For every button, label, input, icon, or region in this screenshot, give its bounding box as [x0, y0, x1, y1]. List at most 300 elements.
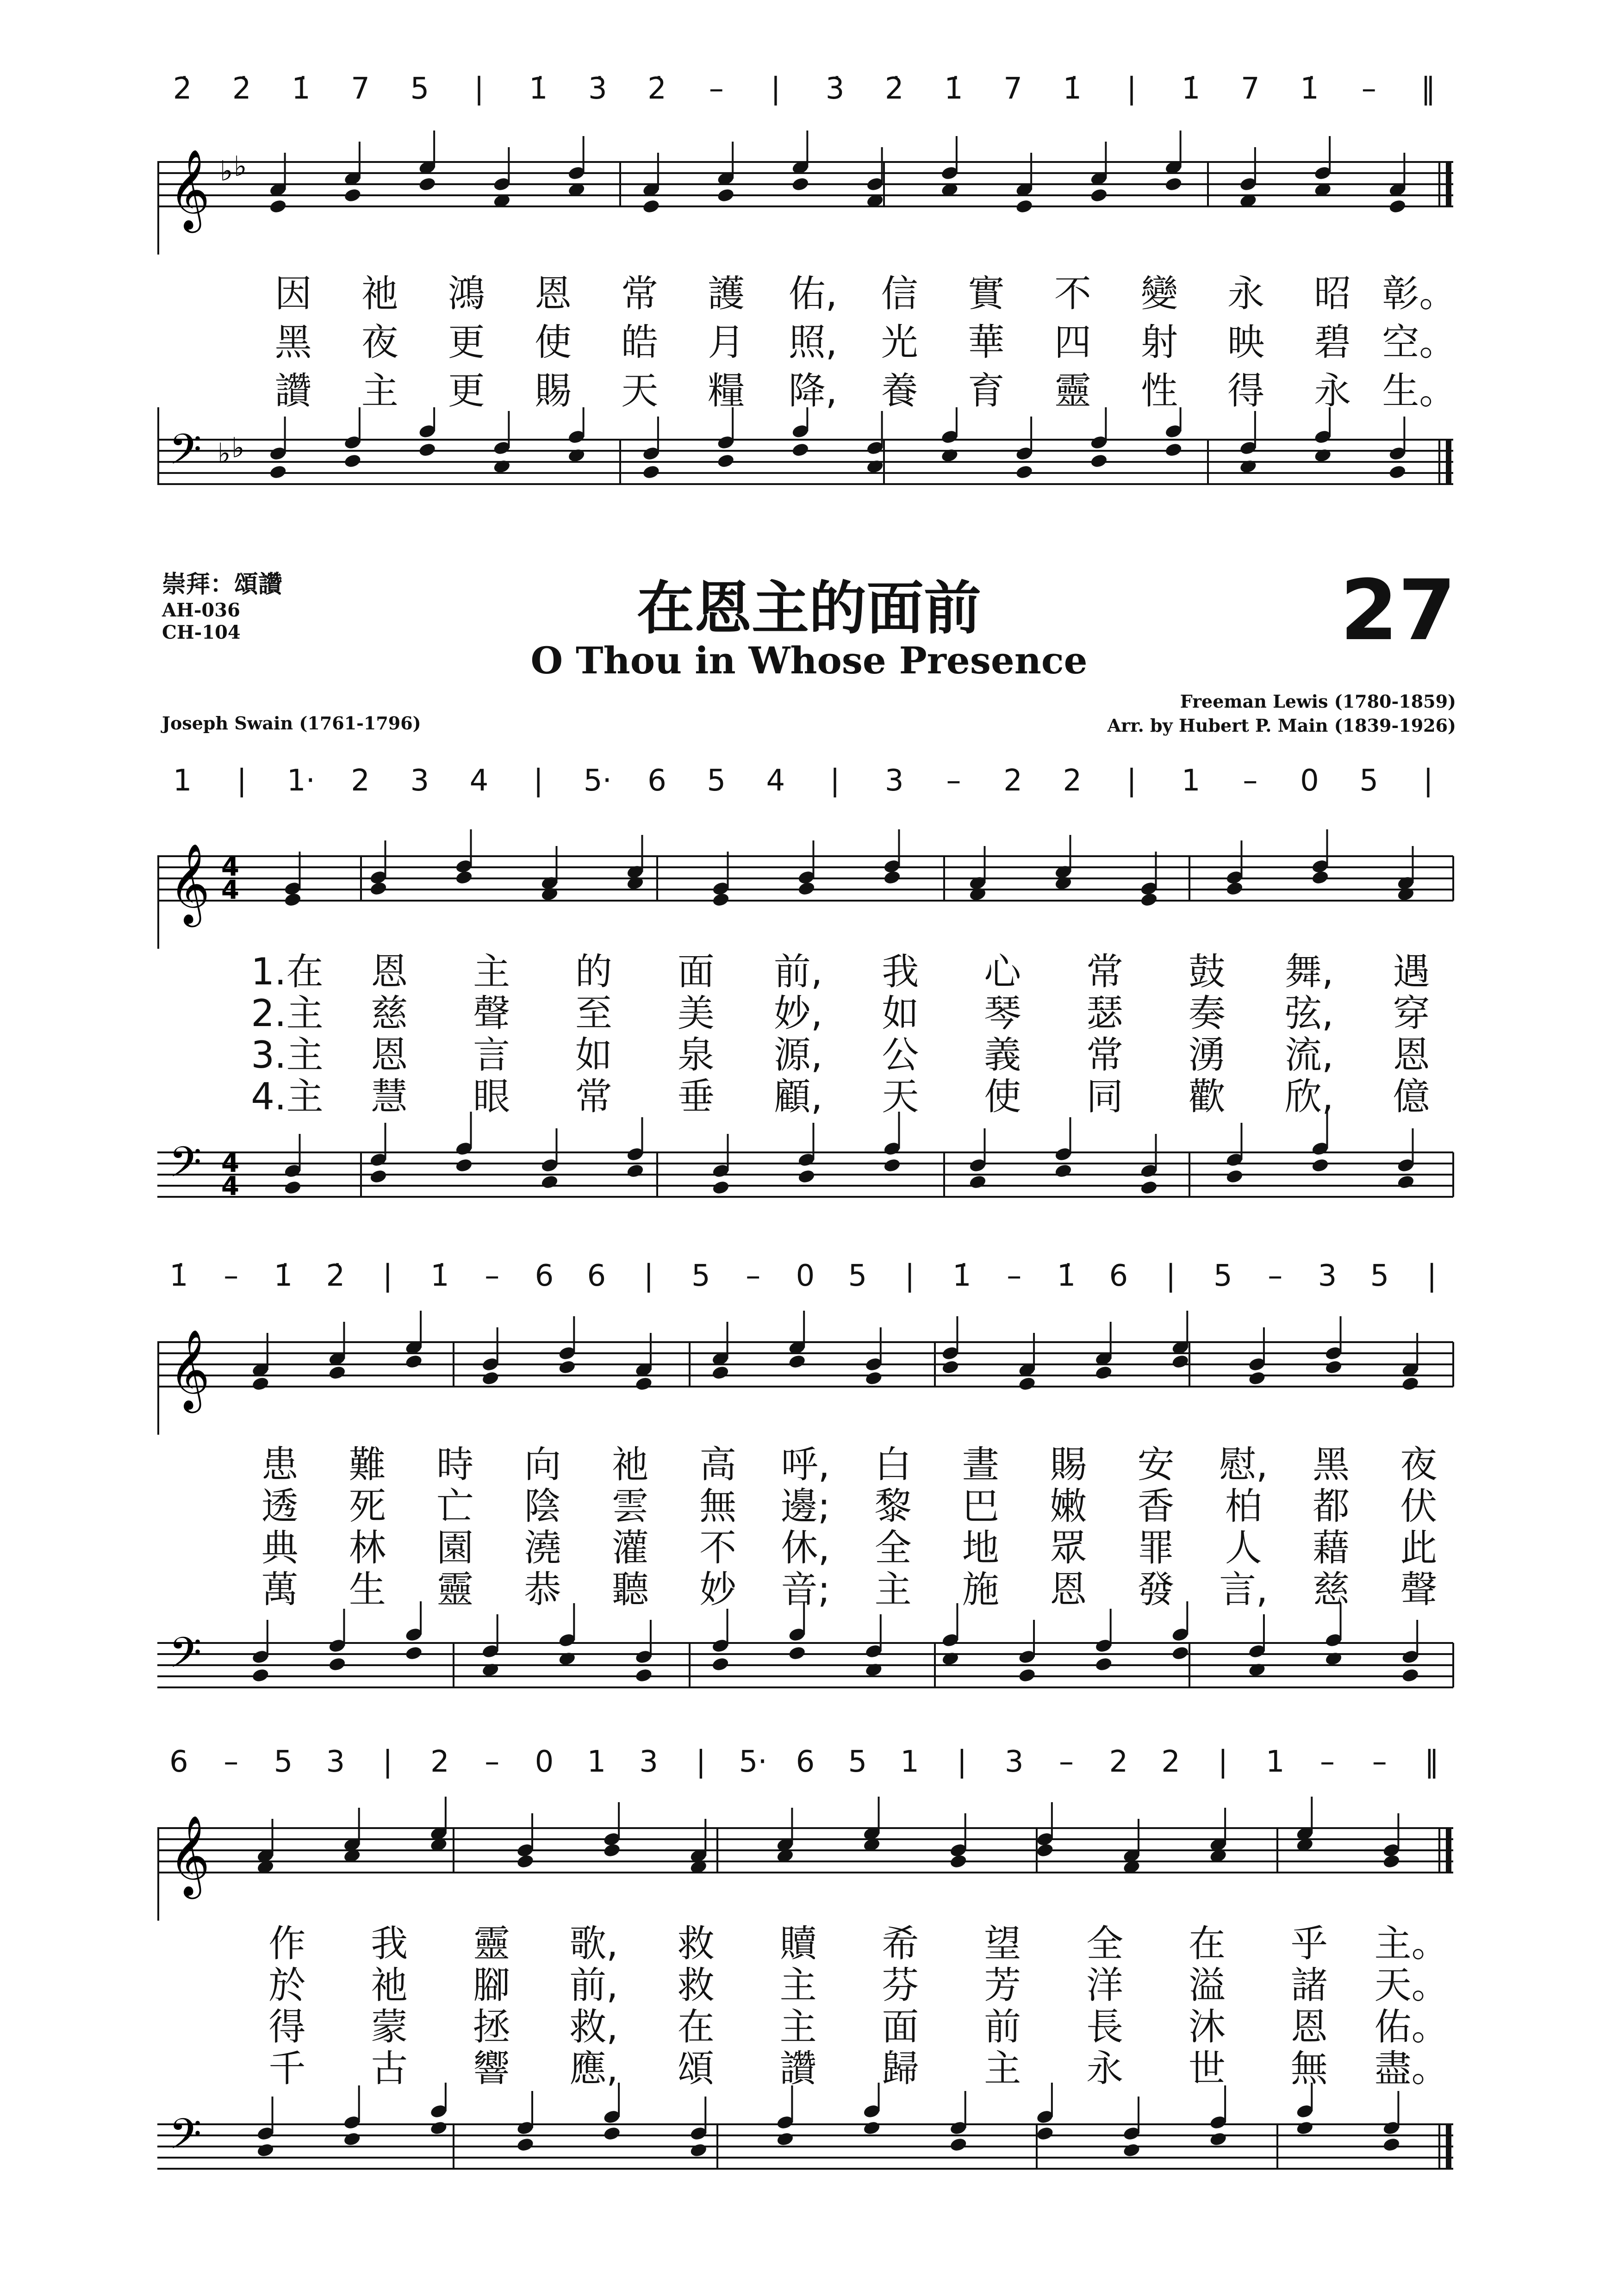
treble-staff-2 [157, 1296, 1462, 1435]
lyric-syllable: 映 [1227, 321, 1265, 364]
lyric-syllable: 此 [1400, 1526, 1438, 1569]
lyric-syllable: 讚 [779, 2047, 817, 2090]
lyric-syllable: 聽 [611, 1568, 649, 1611]
lyric-syllable: 昭 [1314, 272, 1351, 315]
lyric-syllable: 前, [569, 1964, 618, 2007]
notehead [1171, 1645, 1189, 1661]
jianpu-number: 0 [1300, 764, 1319, 798]
notehead [1089, 187, 1108, 203]
lyric-syllable: 主 [361, 369, 398, 412]
lyric-syllable: 呼, [781, 1443, 830, 1486]
notehead [404, 1354, 423, 1369]
notehead [1139, 892, 1158, 908]
system-1 [0, 750, 1618, 1259]
lyric-syllable: 音; [780, 1568, 830, 1611]
lyric-syllable: 常 [1086, 950, 1124, 993]
notehead [328, 1365, 346, 1381]
jianpu-number: – [1059, 1745, 1074, 1779]
lyric-syllable: 諸 [1290, 1964, 1328, 2007]
lyric-syllable: 蒙 [371, 2005, 408, 2048]
notehead [251, 1668, 270, 1683]
jianpu-number: 7 [1003, 72, 1022, 106]
lyric-syllable: 華 [967, 321, 1005, 364]
jianpu-number: 2̇ [232, 72, 251, 106]
notehead [256, 2142, 274, 2158]
notehead [883, 1157, 901, 1173]
lyric-syllable: 降, [788, 369, 838, 412]
lyric-syllable: 主 [984, 2047, 1021, 2090]
lyric-syllable: 時 [436, 1443, 474, 1486]
lyric-syllable: 祂 [371, 1964, 408, 2007]
lyric-syllable: 永 [1314, 369, 1351, 412]
prev-lyric-line-2 [157, 312, 1462, 364]
notehead [369, 1169, 387, 1184]
jianpu-number: 2̇ [173, 72, 192, 106]
lyric-syllable: 護 [708, 272, 745, 315]
jianpu-number: 3 [1318, 1259, 1337, 1293]
lyric-syllable: 心 [984, 950, 1021, 993]
lyric-syllable: 乎 [1290, 1922, 1328, 1965]
notehead [1295, 2120, 1314, 2136]
notehead [343, 187, 362, 203]
jianpu-number: 7 [1241, 72, 1260, 106]
lyric-syllable: 雲 [611, 1485, 649, 1528]
lyric-syllable: 奏 [1188, 992, 1226, 1035]
lyric-syllable: 碧 [1314, 321, 1351, 364]
lyric-syllable: 4.主 [251, 1075, 324, 1118]
lyric-syllable: 糧 [708, 369, 745, 412]
lyric-syllable: 常 [575, 1075, 612, 1118]
system-2 [0, 1250, 1618, 1749]
lyric-syllable: 信 [881, 272, 918, 315]
jianpu-number: 3̇ [588, 72, 607, 106]
jianpu-number: | [382, 1745, 393, 1779]
svg-text:♭: ♭ [218, 437, 231, 470]
notehead [642, 199, 660, 214]
jianpu-number: 2 [1161, 1745, 1180, 1779]
lyric-syllable: 全 [1086, 1922, 1124, 1965]
arranger-credit: Arr. by Hubert P. Main (1839-1926) [1107, 715, 1456, 736]
jianpu-number: 5 [691, 1259, 710, 1293]
lyric-syllable: 安 [1137, 1443, 1175, 1486]
jianpu-number: 1̇ [1181, 72, 1201, 106]
lyric-line-3-1 [157, 1914, 1462, 1965]
jianpu-number: – [1268, 1259, 1283, 1293]
jianpu-number: 1̇ [952, 1259, 971, 1293]
notehead [343, 2131, 361, 2147]
lyric-syllable: 陰 [524, 1485, 561, 1528]
prev-lyric-line-1 [157, 264, 1462, 315]
hymn-title-english: O Thou in Whose Presence [530, 639, 1088, 682]
lyric-syllable: 園 [436, 1526, 474, 1569]
jianpu-number: 2̇ [647, 72, 666, 106]
lyric-syllable: 黎 [874, 1485, 912, 1528]
jianpu-number: 3̇ [825, 72, 845, 106]
notehead [269, 464, 287, 480]
lyric-syllable: 實 [967, 272, 1005, 315]
jianpu-number: 3 [326, 1745, 345, 1779]
jianpu-number: 1 [1181, 764, 1201, 798]
lyric-syllable: 沐 [1188, 2005, 1226, 2048]
jianpu-number: 5 [848, 1745, 867, 1779]
lyric-syllable: 生 [348, 1568, 386, 1611]
notehead [642, 464, 660, 480]
bass-staff-1 [157, 1111, 1462, 1231]
lyric-syllable: 空。 [1382, 321, 1456, 364]
jianpu-number: 2 [1063, 764, 1082, 798]
jianpu-number: – [485, 1259, 500, 1293]
lyric-syllable: 射 [1141, 321, 1178, 364]
music-credits [1108, 690, 1456, 738]
jianpu-number: – [224, 1745, 239, 1779]
lyric-syllable: 歌, [569, 1922, 618, 1965]
notehead [540, 1174, 559, 1190]
lyric-syllable: 人 [1225, 1526, 1262, 1569]
notehead [865, 1370, 883, 1386]
code-ah: AH-036 [162, 599, 240, 621]
jianpu-number: – [946, 764, 961, 798]
lyric-syllable: 更 [448, 321, 485, 364]
lyric-syllable: 救 [677, 1964, 715, 2007]
lyric-line-3-2 [157, 1955, 1462, 2007]
jianpu-number: ‖ [1424, 1745, 1439, 1779]
notehead [797, 881, 815, 896]
jianpu-number: | [1423, 764, 1433, 798]
lyric-syllable: 皓 [621, 321, 659, 364]
jianpu-number: – [224, 1259, 239, 1293]
lyric-syllable: 芳 [984, 1964, 1021, 2007]
lyric-syllable: 天。 [1374, 1964, 1449, 2007]
notehead [369, 881, 387, 896]
notehead [941, 1359, 959, 1375]
lyric-syllable: 芬 [882, 1964, 919, 2007]
jianpu-number: 5 [274, 1745, 293, 1779]
composer-credit: Freeman Lewis (1780-1859) [1180, 691, 1456, 712]
lyric-syllable: 不 [1054, 272, 1091, 315]
notehead [1382, 1854, 1400, 1869]
lyric-syllable: 恩 [371, 950, 408, 993]
lyric-syllable: 澆 [524, 1526, 561, 1569]
lyric-syllable: 嫩 [1050, 1485, 1087, 1528]
lyric-line-2-4 [157, 1560, 1462, 1611]
notehead [1095, 1365, 1113, 1381]
lyric-syllable: 顧, [773, 1075, 823, 1118]
lyric-syllable: 億 [1393, 1075, 1430, 1118]
lyric-syllable: 千 [268, 2047, 306, 2090]
notehead [788, 1354, 806, 1369]
lyric-syllable: 的 [575, 950, 612, 993]
jianpu-number: 5 [1370, 1259, 1389, 1293]
svg-text:𝄢: 𝄢 [169, 2109, 202, 2169]
svg-text:4: 4 [221, 852, 239, 882]
notehead [1164, 176, 1183, 192]
jianpu-number: 4 [766, 764, 785, 798]
treble-staff-3 [157, 1782, 1462, 1921]
jianpu-number: – [1007, 1259, 1022, 1293]
lyric-syllable: 天 [882, 1075, 919, 1118]
notehead [516, 2137, 535, 2153]
lyric-syllable: 3.主 [251, 1033, 324, 1076]
jianpu-number: 3 [884, 764, 904, 798]
lyric-syllable: 養 [881, 369, 918, 412]
notehead [1248, 1370, 1266, 1386]
lyric-syllable: 晝 [962, 1443, 999, 1486]
notehead [343, 453, 362, 469]
jianpu-number: – [1243, 764, 1258, 798]
lyric-syllable: 遇 [1393, 950, 1430, 993]
svg-text:4: 4 [221, 1148, 239, 1178]
prev-bass-staff [157, 407, 1462, 528]
lyric-syllable: 望 [984, 1922, 1021, 1965]
lyric-syllable: 無 [1290, 2047, 1328, 2090]
notehead [558, 1359, 576, 1375]
jianpu-number: | [957, 1745, 967, 1779]
lyric-syllable: 得 [1227, 369, 1265, 412]
lyric-syllable: 溢 [1188, 1964, 1226, 2007]
notehead [1311, 1157, 1329, 1173]
notehead [862, 2120, 881, 2136]
notehead [1225, 1169, 1244, 1184]
lyric-syllable: 無 [699, 1485, 737, 1528]
lyric-syllable: 洋 [1086, 1964, 1124, 2007]
lyric-syllable: 義 [984, 1033, 1021, 1076]
jianpu-number: 0 [535, 1745, 554, 1779]
jianpu-number: | [533, 764, 543, 798]
jianpu-number: 2̇ [326, 1259, 345, 1293]
svg-text:♭: ♭ [234, 150, 247, 183]
svg-text:𝄞: 𝄞 [169, 843, 210, 924]
notehead [481, 1370, 500, 1386]
lyric-syllable: 同 [1086, 1075, 1124, 1118]
jianpu-number: 1 [900, 1745, 919, 1779]
lyric-syllable: 常 [1086, 1033, 1124, 1076]
notehead [603, 2126, 621, 2141]
lyric-syllable: 2.主 [251, 992, 324, 1035]
lyric-syllable: 因 [274, 272, 312, 315]
lyric-line-1-4 [157, 1067, 1462, 1118]
lyric-syllable: 永 [1086, 2047, 1124, 2090]
lyric-syllable: 萬 [261, 1568, 299, 1611]
jianpu-number: 6 [796, 1745, 815, 1779]
notehead [1324, 1359, 1343, 1375]
lyric-syllable: 光 [881, 321, 918, 364]
lyric-syllable: 祂 [611, 1443, 649, 1486]
lyric-syllable: 希 [882, 1922, 919, 1965]
lyric-syllable: 向 [524, 1443, 561, 1486]
svg-text:♭: ♭ [231, 432, 245, 464]
jianpu-number: 6 [647, 764, 666, 798]
jianpu-number: 3 [1004, 1745, 1024, 1779]
jianpu-number: 1̇ [169, 1259, 188, 1293]
notehead [689, 2142, 708, 2158]
lyric-syllable: 性 [1141, 369, 1178, 412]
lyric-syllable: 美 [677, 992, 715, 1035]
lyric-syllable: 天 [621, 369, 659, 412]
lyric-syllable: 面 [882, 2005, 919, 2048]
lyric-syllable: 主 [473, 950, 510, 993]
lyric-syllable: 古 [371, 2047, 408, 2090]
lyric-syllable: 透 [261, 1485, 299, 1528]
lyric-syllable: 邊; [780, 1485, 830, 1528]
lyric-syllable: 眼 [473, 1075, 510, 1118]
jianpu-number: | [1218, 1745, 1228, 1779]
lyric-syllable: 湧 [1188, 1033, 1226, 1076]
svg-text:𝄢: 𝄢 [169, 425, 202, 484]
lyric-syllable: 流, [1285, 1033, 1334, 1076]
jianpu-number: | [1426, 1259, 1437, 1293]
notehead [1139, 1180, 1158, 1195]
code-ch: CH-104 [162, 622, 241, 643]
lyric-syllable: 彰。 [1382, 272, 1456, 315]
jianpu-number: | [696, 1745, 706, 1779]
notehead [328, 1656, 346, 1672]
lyric-syllable: 在 [1188, 1922, 1226, 1965]
prev-numbered-notation [153, 72, 1462, 127]
lyric-syllable: 高 [699, 1443, 737, 1486]
lyric-syllable: 言 [473, 1033, 510, 1076]
notehead [1388, 464, 1406, 480]
prev-lyric-line-3 [157, 361, 1462, 412]
lyric-syllable: 主 [779, 1964, 817, 2007]
lyric-syllable: 賜 [1050, 1443, 1087, 1486]
lyric-syllable: 救 [677, 1922, 715, 1965]
lyric-syllable: 黑 [1313, 1443, 1350, 1486]
notehead [788, 1645, 806, 1661]
lyric-syllable: 慈 [1313, 1568, 1350, 1611]
jianpu-number: 6 [587, 1259, 606, 1293]
lyric-syllable: 柏 [1225, 1485, 1262, 1528]
jianpu-number: – [1372, 1745, 1387, 1779]
lyric-syllable: 常 [621, 272, 659, 315]
jianpu-number: 2 [351, 764, 370, 798]
lyric-syllable: 拯 [473, 2005, 510, 2048]
lyric-syllable: 如 [575, 1033, 612, 1076]
notehead [797, 1169, 815, 1184]
notehead [429, 2120, 448, 2136]
lyric-syllable: 瑟 [1086, 992, 1124, 1035]
lyric-syllable: 休, [781, 1526, 830, 1569]
lyric-syllable: 恩 [1290, 2005, 1328, 2048]
notehead [1122, 2142, 1141, 2158]
svg-text:4: 4 [221, 1171, 239, 1201]
lyric-syllable: 賜 [535, 369, 572, 412]
lyric-syllable: 使 [535, 321, 572, 364]
notehead [1018, 1668, 1036, 1683]
lyric-syllable: 照, [788, 321, 838, 364]
svg-text:𝄞: 𝄞 [169, 1329, 210, 1410]
lyric-syllable: 生。 [1382, 369, 1456, 412]
lyricist-credit: Joseph Swain (1761-1796) [162, 713, 421, 734]
jianpu-number: | [1165, 1259, 1176, 1293]
lyric-line-1-2 [157, 983, 1462, 1035]
notehead [711, 1365, 729, 1381]
lyric-syllable: 恩 [1393, 1033, 1430, 1076]
notehead [454, 870, 473, 885]
notehead [454, 1157, 473, 1173]
lyric-syllable: 1.在 [251, 950, 324, 993]
jianpu-number: 1 [173, 764, 192, 798]
lyric-syllable: 使 [984, 1075, 1021, 1118]
lyric-syllable: 恩 [1050, 1568, 1087, 1611]
lyric-line-3-4 [157, 2039, 1462, 2090]
lyric-line-1-3 [157, 1025, 1462, 1076]
notehead [635, 1668, 653, 1683]
notehead [1036, 1842, 1054, 1858]
jianpu-number: 7 [351, 72, 370, 106]
lyric-syllable: 讚 [274, 369, 312, 412]
lyric-syllable: 面 [677, 950, 715, 993]
lyric-syllable: 黑 [274, 321, 312, 364]
jianpu-number: 5 [1214, 1259, 1232, 1293]
lyric-syllable: 頌 [677, 2047, 715, 2090]
jianpu-number: 1 [1265, 1745, 1285, 1779]
jianpu-number: 1̇ [1063, 72, 1082, 106]
jianpu-number: 6 [535, 1259, 554, 1293]
notehead [883, 870, 901, 885]
jianpu-number: 2 [430, 1745, 449, 1779]
jianpu-number: 0 [796, 1259, 815, 1293]
notehead [603, 1842, 621, 1858]
notehead [1388, 199, 1406, 214]
lyric-syllable: 妙 [699, 1568, 737, 1611]
jianpu-number: 1̇ [1300, 72, 1319, 106]
lyric-syllable: 林 [348, 1526, 386, 1569]
jianpu-number: 1̇ [274, 1259, 293, 1293]
notehead [791, 442, 809, 458]
notehead [516, 1854, 535, 1869]
lyric-syllable: 靈 [1054, 369, 1091, 412]
jianpu-number: 1̇ [1057, 1259, 1076, 1293]
lyric-syllable: 弦, [1285, 992, 1334, 1035]
lyric-syllable: 贖 [779, 1922, 817, 1965]
notehead [1401, 1668, 1419, 1683]
lyric-syllable: 更 [448, 369, 485, 412]
lyric-syllable: 月 [708, 321, 745, 364]
lyric-syllable: 主 [779, 2005, 817, 2048]
lyric-syllable: 慧 [371, 1075, 408, 1118]
lyric-syllable: 我 [882, 950, 919, 993]
jianpu-number: 2 [1003, 764, 1022, 798]
jianpu-number: 5· [583, 764, 612, 798]
lyric-syllable: 祂 [361, 272, 398, 315]
notehead [1382, 2137, 1400, 2153]
notehead [251, 1376, 270, 1392]
jianpu-number: | [1126, 72, 1137, 106]
svg-text:4: 4 [221, 875, 239, 905]
lyric-syllable: 鴻 [448, 272, 485, 315]
jianpu-number: 5· [739, 1745, 767, 1779]
jianpu-number: – [746, 1259, 761, 1293]
lyric-syllable: 四 [1054, 321, 1091, 364]
jianpu-number: 2̇ [884, 72, 904, 106]
notehead [1401, 1376, 1419, 1392]
lyric-syllable: 都 [1313, 1485, 1350, 1528]
notehead [283, 1180, 302, 1195]
svg-text:♭: ♭ [220, 155, 233, 187]
lyric-syllable: 不 [699, 1526, 737, 1569]
jianpu-number: | [771, 72, 781, 106]
jianpu-number: | [643, 1259, 654, 1293]
notehead [1018, 1376, 1036, 1392]
lyric-syllable: 我 [371, 1922, 408, 1965]
notehead [716, 453, 735, 469]
svg-text:𝄞: 𝄞 [169, 1815, 210, 1896]
lyric-syllable: 灌 [611, 1526, 649, 1569]
lyric-syllable: 地 [962, 1526, 999, 1569]
notehead [776, 2131, 794, 2147]
jianpu-number: | [904, 1259, 915, 1293]
notehead [418, 176, 436, 192]
